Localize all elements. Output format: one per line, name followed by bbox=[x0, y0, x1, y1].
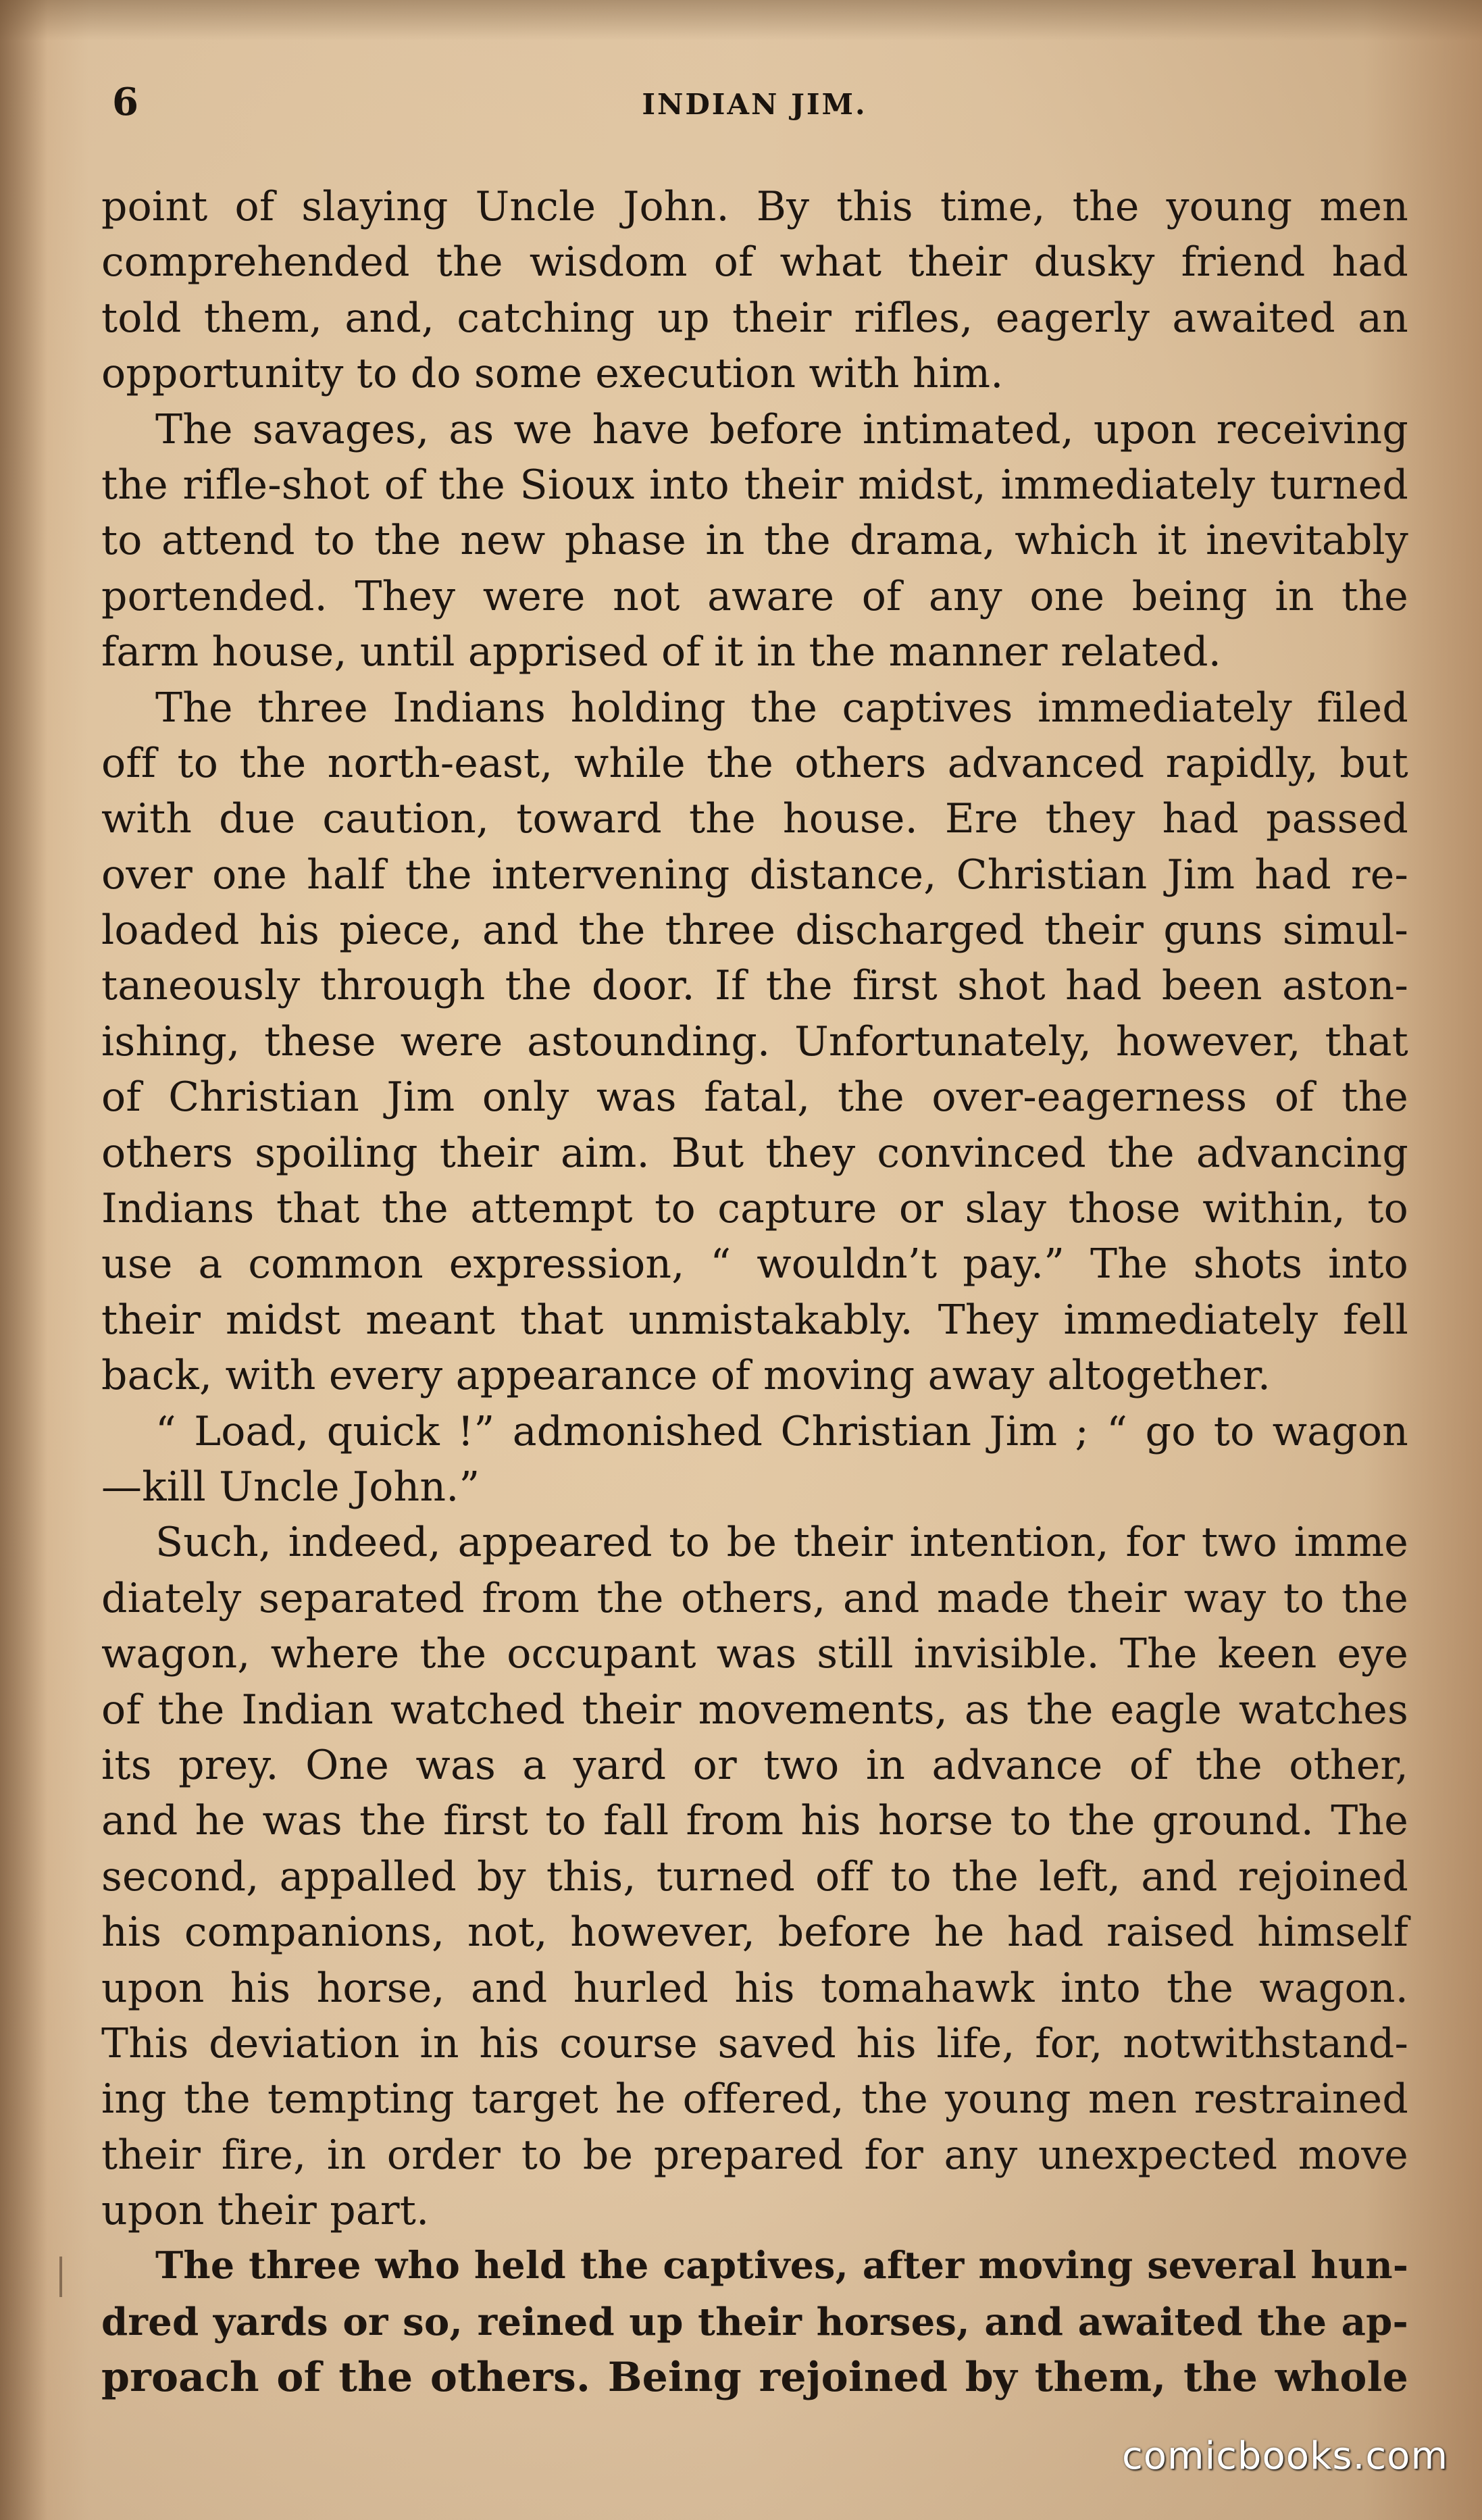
text-line: This deviation in his course saved his life, for, notwithstand- bbox=[101, 2019, 1408, 2067]
running-title: INDIAN JIM. bbox=[642, 88, 867, 121]
text-line: portended. They were not aware of any one being in the bbox=[101, 572, 1408, 620]
text-line: ing the tempting target he offered, the young men restrained bbox=[101, 2075, 1408, 2123]
text-line: off to the north-east, while the others advanced rapidly, but bbox=[101, 739, 1408, 787]
text-line: of the Indian watched their movements, as the eagle watches bbox=[101, 1686, 1408, 1734]
paragraph-first-line: Such, indeed, appeared to be their intention, for two imme bbox=[155, 1519, 1408, 1567]
text-line: point of slaying Uncle John. By this time, the young men bbox=[101, 183, 1408, 230]
text-line: taneously through the door. If the first shot had been aston- bbox=[101, 962, 1408, 1010]
text-line: upon their part. bbox=[101, 2187, 430, 2235]
text-line: others spoiling their aim. But they convinced the advancing bbox=[101, 1129, 1408, 1177]
text-line: diately separated from the others, and made their way to the bbox=[101, 1574, 1408, 1622]
paragraph-first-line: “ Load, quick !” admonished Christian Jim ; “ go to wagon bbox=[155, 1407, 1408, 1455]
text-line: wagon, where the occupant was still invisible. The keen eye bbox=[101, 1630, 1408, 1678]
text-line: proach of the others. Being rejoined by them, the whole bbox=[101, 2354, 1408, 2402]
margin-mark bbox=[59, 2257, 62, 2297]
text-line: use a common expression, “ wouldn’t pay.” The shots into bbox=[101, 1240, 1408, 1288]
watermark: comicbooks.com bbox=[1121, 2434, 1448, 2478]
body-text bbox=[101, 179, 1408, 2406]
paragraph-first-line: The savages, as we have before intimated, upon receiving bbox=[155, 405, 1408, 453]
text-line: with due caution, toward the house. Ere they had passed bbox=[101, 795, 1408, 843]
text-line: and he was the first to fall from his horse to the ground. The bbox=[101, 1797, 1408, 1845]
text-line: their midst meant that unmistakably. They immediately fell bbox=[101, 1296, 1408, 1344]
text-line: to attend to the new phase in the drama, which it inevitably bbox=[101, 517, 1408, 565]
text-line: loaded his piece, and the three discharged their guns simul- bbox=[101, 907, 1408, 955]
text-line: —kill Uncle John.” bbox=[101, 1463, 480, 1511]
page-number: 6 bbox=[112, 80, 138, 124]
text-line: opportunity to do some execution with him. bbox=[101, 350, 1004, 398]
text-line: ishing, these were astounding. Unfortunately, however, that bbox=[101, 1017, 1408, 1065]
text-line: over one half the intervening distance, Christian Jim had re- bbox=[101, 851, 1408, 899]
text-line: comprehended the wisdom of what their dusky friend had bbox=[101, 238, 1408, 286]
text-line: Indians that the attempt to capture or slay those within, to bbox=[101, 1185, 1408, 1233]
text-line: back, with every appearance of moving away altogether. bbox=[101, 1352, 1271, 1400]
running-head bbox=[101, 80, 1408, 127]
text-line: told them, and, catching up their rifles, eagerly awaited an bbox=[101, 294, 1408, 342]
text-line: the rifle-shot of the Sioux into their midst, immediately turned bbox=[101, 461, 1408, 509]
top-edge-shadow bbox=[0, 0, 1482, 41]
text-line: his companions, not, however, before he had raised himself bbox=[101, 1909, 1408, 1957]
spine-shadow bbox=[0, 0, 47, 2520]
text-line: farm house, until apprised of it in the manner related. bbox=[101, 628, 1222, 676]
text-line: its prey. One was a yard or two in advance of the other, bbox=[101, 1741, 1408, 1789]
text-line: dred yards or so, reined up their horses, and awaited the ap- bbox=[101, 2299, 1408, 2344]
text-line: second, appalled by this, turned off to the left, and rejoined bbox=[101, 1853, 1408, 1900]
text-line: upon his horse, and hurled his tomahawk into the wagon. bbox=[101, 1964, 1408, 2012]
paragraph-first-line: The three who held the captives, after moving several hun- bbox=[155, 2244, 1408, 2288]
paragraph-first-line: The three Indians holding the captives immediately filed bbox=[155, 684, 1408, 732]
text-line: their fire, in order to be prepared for any unexpected move bbox=[101, 2131, 1408, 2179]
text-line: of Christian Jim only was fatal, the over-eagerness of the bbox=[101, 1074, 1408, 1122]
